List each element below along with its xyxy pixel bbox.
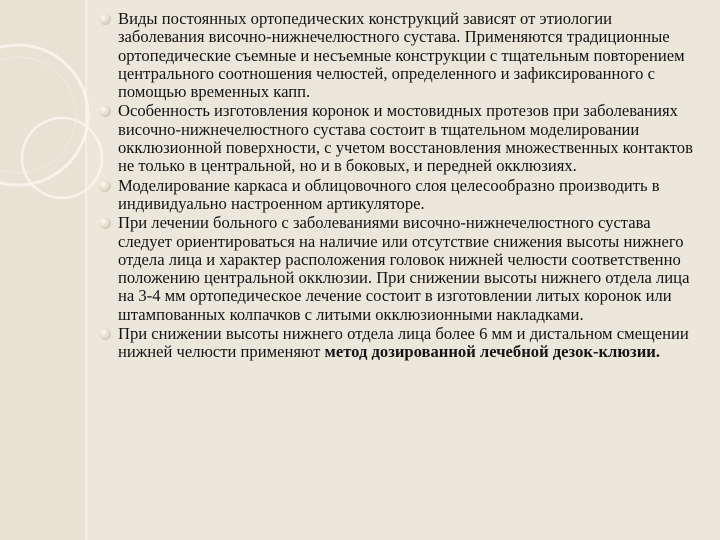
circle-bullet-icon xyxy=(99,217,111,229)
bullet-item xyxy=(96,325,696,362)
bullet-text: При лечении больного с заболеваниями височно-нижнечелюстного сустава следует ориентироваться на наличие или отсутствие снижения высоты нижнего отдела лица и характер расположения головок нижней челюсти соответственно положению центральной окклюзии. При снижении высоты нижнего отдела лица на 3-4 мм ортопедическое лечение состоит в изготовлении литых коронок или штампованных колпачков с литыми окклюзионными накладками. xyxy=(118,213,690,324)
bullet-text-bold: метод дозированной лечебной дезок-клюзии. xyxy=(324,342,660,362)
bullet-text: Виды постоянных ортопедических конструкций зависят от этиологии заболевания височно-нижнечелюстного сустава. Применяются традиционные ортопедические съемные и несъемные конструкции с тщательным повторением центрального соотношения челюстей, определенного и зафиксированного с помощью временных капп. xyxy=(118,9,685,102)
circle-bullet-icon xyxy=(99,13,111,25)
bullet-list xyxy=(96,10,696,362)
bullet-text: Особенность изготовления коронок и мостовидных протезов при заболеваниях височно-нижнечелюстного сустава состоит в тщательном моделировании окклюзионной поверхности, с учетом восстановления множественных контактов не только в центральной, но и в боковых, и передней окклюзиях. xyxy=(118,101,693,176)
slide-content xyxy=(96,10,696,363)
bullet-item xyxy=(96,177,696,214)
bullet-text: При снижении высоты нижнего отдела лица более 6 мм и дистальном смещении нижней челюсти применяют xyxy=(118,324,689,362)
circle-bullet-icon xyxy=(99,328,111,340)
circle-bullet-icon xyxy=(99,105,111,117)
bullet-item xyxy=(96,10,696,101)
circle-bullet-icon xyxy=(99,180,111,192)
bullet-item xyxy=(96,102,696,175)
bullet-item xyxy=(96,214,696,324)
bullet-text: Моделирование каркаса и облицовочного слоя целесообразно производить в индивидуально настроенном артикуляторе. xyxy=(118,175,660,213)
